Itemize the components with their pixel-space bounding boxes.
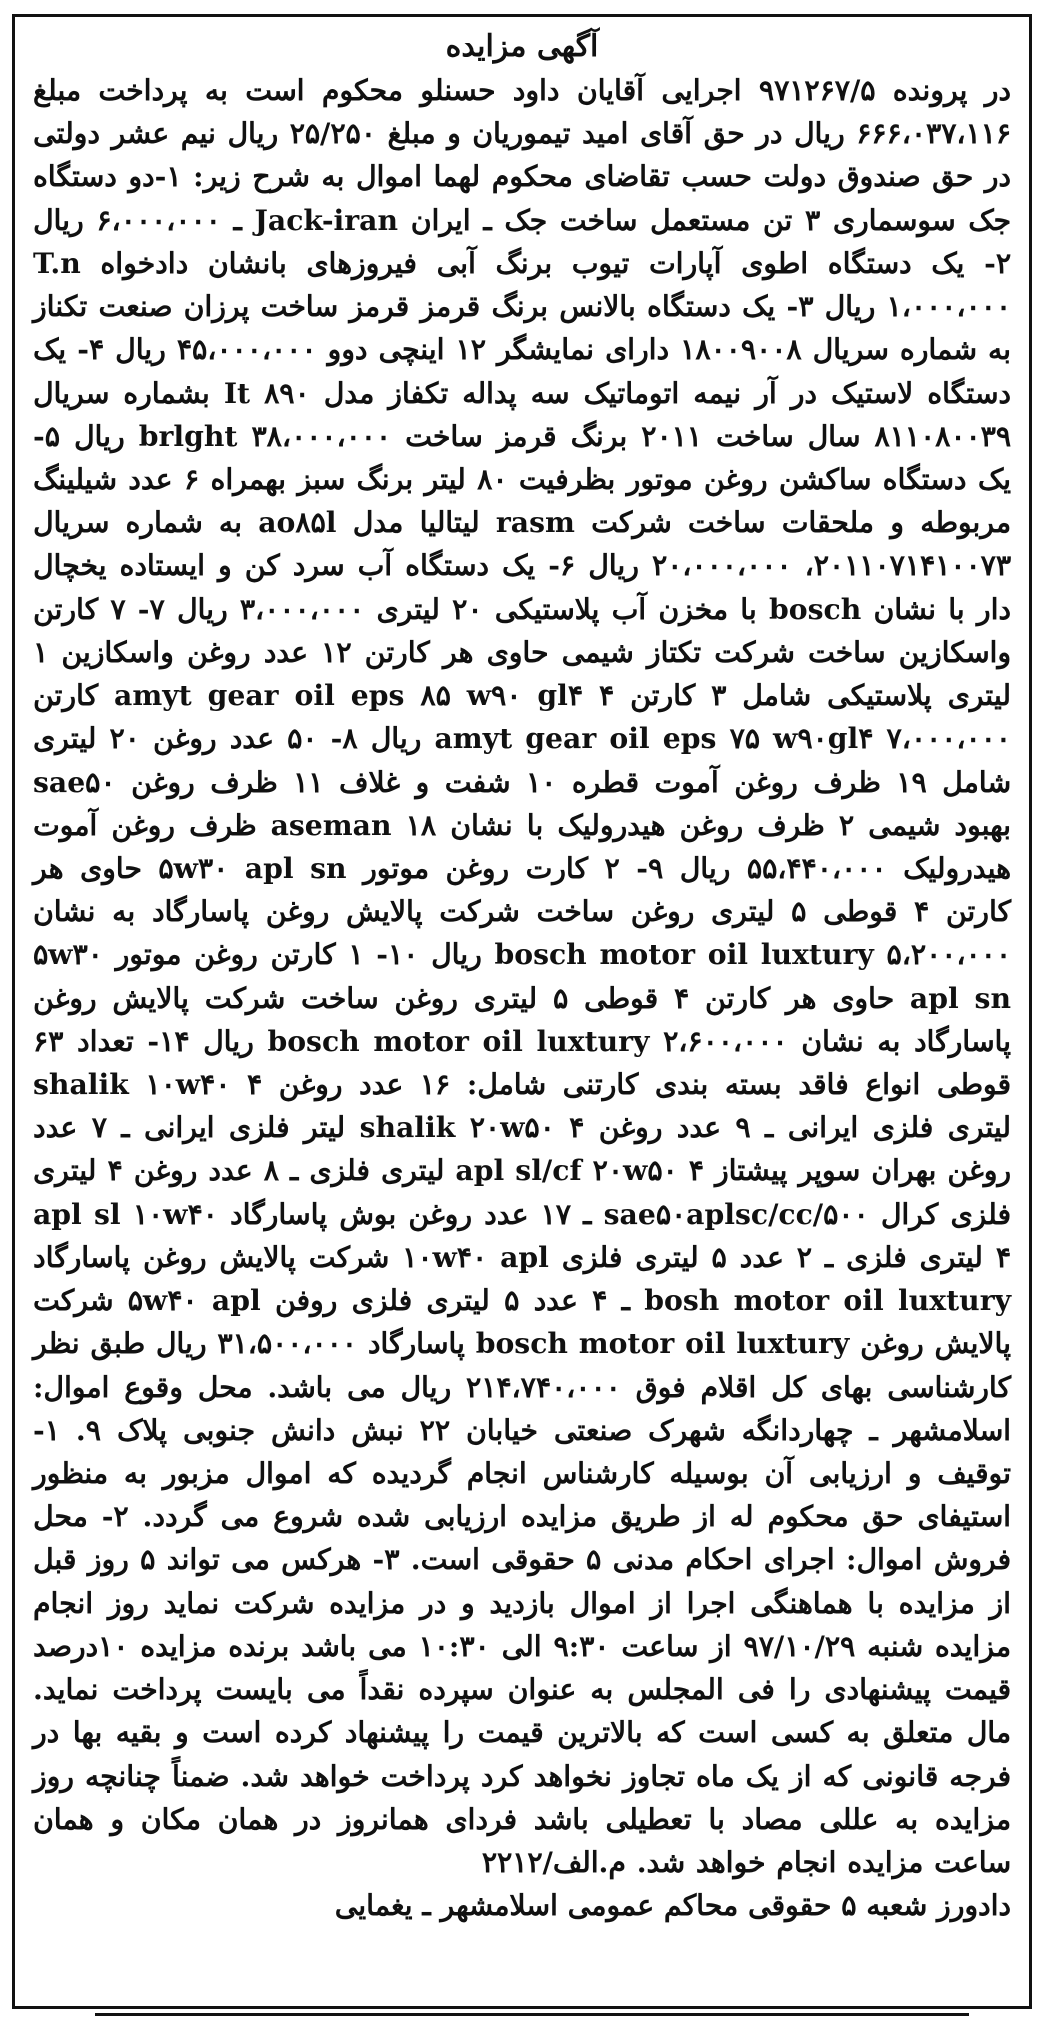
notice-body: در پرونده ۹۷۱۲۶۷/۵ اجرایی آقایان داود حسنلو محکوم است به پرداخت مبلغ ۶۶۶،۰۳۷،۱۱۶ ریال در حق آقای امید تیموریان و مبلغ ۲۵/۲۵۰ ریال نیم عشر دولتی در حق صندوق دولت حسب تقاضای محکوم لهما اموال به شرح زیر: ۱-دو دستگاه جک سوسماری ۳ تن مستعمل ساخت جک ـ ایران Jack-iran ـ ۶،۰۰۰،۰۰۰ ریال ۲- یک دستگاه اطوی آپارات تیوب برنگ آبی فیروزهای بانشان دادخواه T.n ۱،۰۰۰،۰۰۰ ریال ۳- یک دستگاه بالانس برنگ قرمز قرمز ساخت پرزان صنعت تکناز به شماره سریال ۱۸۰۰۹۰۰۸ دارای نمایشگر ۱۲ اینچی دوو ۴۵،۰۰۰،۰۰۰ ریال ۴- یک دستگاه لاستیک در آر نیمه اتوماتیک سه پداله تکفاز مدل It ۸۹۰ بشماره سریال ۸۱۱۰۸۰۰۳۹ سال ساخت ۲۰۱۱ برنگ قرمز ساخت brlght ۳۸،۰۰۰،۰۰۰ ریال ۵- یک دستگاه ساکشن روغن موتور بظرفیت ۸۰ لیتر برنگ سبز بهمراه ۶ عدد شیلینگ مربوطه و ملحقات ساخت شرکت rasm لیتالیا مدل ao۸۵l به شماره سریال ۲۰۱۱۰۷۱۴۱۰۰۷۳، ۲۰،۰۰۰،۰۰۰ ریال ۶- یک دستگاه آب سرد کن و ایستاده یخچال دار با نشان bosch با مخزن آب پلاستیکی ۲۰ لیتری ۳،۰۰۰،۰۰۰ ریال ۷- ۷ کارتن واسکازین ساخت شرکت تکتاز شیمی حاوی هر کارتن ۱۲ عدد روغن واسکازین ۱ لیتری پلاستیکی شامل ۳ کارتن amyt gear oil eps ۸۵ w۹۰ gl۴ ۴ کارتن amyt gear oil eps ۷۵ w۹۰gl۴ ۷،۰۰۰،۰۰۰ ریال ۸- ۵۰ عدد روغن ۲۰ لیتری شامل ۱۹ ظرف روغن آموت قطره ۱۰ شفت و غلاف ۱۱ ظرف روغن sae۵۰ بهبود شیمی ۲ ظرف روغن هیدرولیک با نشان aseman ۱۸ ظرف روغن آموت هیدرولیک ۵۵،۴۴۰،۰۰۰ ریال ۹- ۲ کارت روغن موتور ۵w۳۰ apl sn حاوی هر کارتن ۴ قوطی ۵ لیتری روغن ساخت شرکت پالایش روغن پاسارگاد به نشان bosch motor oil luxtury ۵،۲۰۰،۰۰۰ ریال ۱۰- ۱ کارتن روغن موتور ۵w۳۰ apl sn حاوی هر کارتن ۴ قوطی ۵ لیتری روغن ساخت شرکت پالایش روغن پاسارگاد به نشان bosch motor oil luxtury ۲،۶۰۰،۰۰۰ ریال ۱۴- تعداد ۶۳ قوطی انواع فاقد بسته بندی کارتنی شامل: ۱۶ عدد روغن shalik ۱۰w۴۰ ۴ لیتری فلزی ایرانی ـ ۹ عدد روغن shalik ۲۰w۵۰ ۴ لیتر فلزی ایرانی ـ ۷ عدد روغن بهران سوپر پیشتاز apl sl/cf ۲۰w۵۰ ۴ لیتری فلزی ـ ۸ عدد روغن ۴ لیتری فلزی کرال sae۵۰aplsc/cc/۵۰۰ ـ ۱۷ عدد روغن بوش پاسارگاد apl sl ۱۰w۴۰ ۴ لیتری فلزی ـ ۲ عدد ۵ لیتری فلزی ۱۰w۴۰ apl شرکت پالایش روغن پاسارگاد bosh motor oil luxtury ـ ۴ عدد ۵ لیتری فلزی روفن ۵w۴۰ apl شرکت پالایش روغن bosch motor oil luxtury پاسارگاد ۳۱،۵۰۰،۰۰۰ ریال طبق نظر کارشناسی بهای کل اقلام فوق ۲۱۴،۷۴۰،۰۰۰ ریال می باشد. محل وقوع اموال: اسلامشهر ـ چهاردانگه شهرک صنعتی خیابان ۲۲ نبش دانش جنوبی پلاک ۹. ۱- توقیف و ارزیابی آن بوسیله کارشناس انجام گردیده که اموال مزبور به منظور استیفای حق محکوم له از طریق مزایده ارزیابی شده شروع می گردد. ۲- محل فروش اموال: اجرای احکام مدنی ۵ حقوقی است. ۳- هرکس می تواند ۵ روز قبل از مزایده با هماهنگی اجرا از اموال بازدید و در مزایده شرکت نماید روز انجام مزایده شنبه ۹۷/۱۰/۲۹ از ساعت ۹:۳۰ الی ۱۰:۳۰ می باشد برنده مزایده ۱۰درصد قیمت پیشنهادی را فی المجلس به عنوان سپرده نقداً می بایست پرداخت نماید. مال متعلق به کسی است که بالاترین قیمت را پیشنهاد کرده است و بقیه بها در فرجه قانونی که از یک ماه تجاوز نخواهد کرد پرداخت خواهد شد. ضمناً چنانچه روز مزایده به عللی مصاد با تعطیلی باشد فردای همانروز در همان مکان و همان ساعت مزایده انجام خواهد شد. م.الف/۲۲۱۲ <box>33 73 1012 1879</box>
notice-title: آگهی مزایده <box>445 29 599 64</box>
notice-frame <box>12 14 1032 2009</box>
auction-notice <box>15 17 1029 1927</box>
notice-signature: دادورز شعبه ۵ حقوقی محاکم عمومی اسلامشهر ـ یغمایی <box>334 1888 1011 1923</box>
bottom-divider <box>95 2013 969 2016</box>
